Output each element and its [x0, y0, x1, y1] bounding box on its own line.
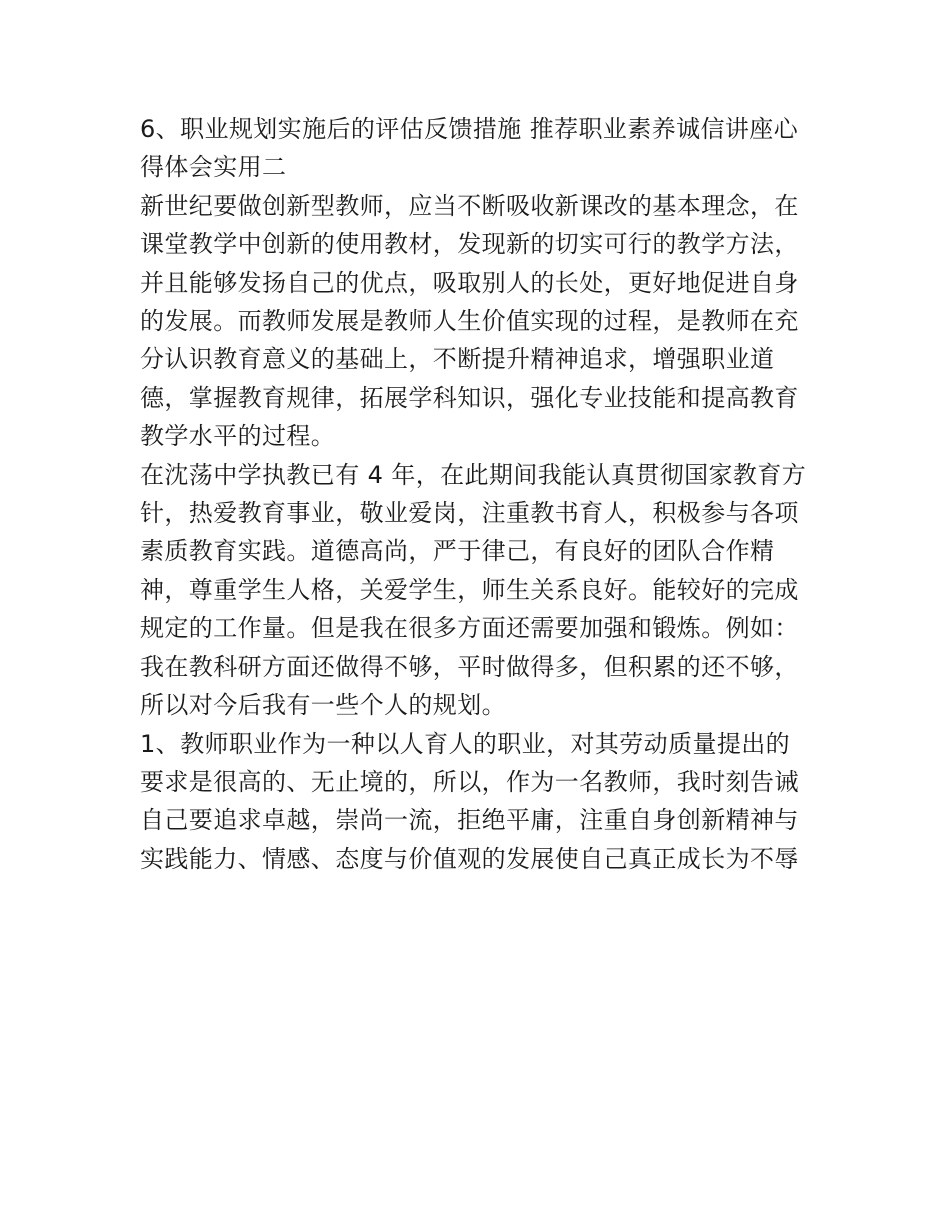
text-line: 新世纪要做创新型教师，应当不断吸收新课改的基本理念，在 [140, 191, 799, 220]
text-line: 规定的工作量。但是我在很多方面还需要加强和锻炼。例如： [140, 614, 799, 643]
text-line: 德，掌握教育规律，拓展学科知识，强化专业技能和提高教育 [140, 383, 799, 412]
paragraph-plan-1 [140, 725, 820, 879]
text-line: 在沈荡中学执教已有 4 年，在此期间我能认真贯彻国家教育方 [140, 460, 807, 489]
text-line: 要求是很高的、无止境的，所以，作为一名教师，我时刻告诫 [140, 767, 799, 796]
text-line: 1、教师职业作为一种以人育人的职业，对其劳动质量提出的 [140, 729, 791, 758]
text-line: 自己要追求卓越，崇尚一流，拒绝平庸，注重自身创新精神与 [140, 806, 799, 835]
text-line: 实践能力、情感、态度与价值观的发展使自己真正成长为不辱 [140, 844, 799, 873]
text-line: 课堂教学中创新的使用教材，发现新的切实可行的教学方法， [140, 230, 799, 259]
text-line: 6、职业规划实施后的评估反馈措施 推荐职业素养诚信讲座心 [140, 115, 799, 143]
text-line: 我在教科研方面还做得不够，平时做得多，但积累的还不够， [140, 652, 799, 681]
document-body [140, 110, 820, 878]
text-line: 所以对今后我有一些个人的规划。 [140, 691, 506, 720]
text-line: 素质教育实践。道德高尚，严于律己，有良好的团队合作精 [140, 537, 775, 566]
text-line: 神，尊重学生人格，关爱学生，师生关系良好。能较好的完成 [140, 575, 799, 604]
text-line: 教学水平的过程。 [140, 422, 336, 451]
text-line: 分认识教育意义的基础上，不断提升精神追求，增强职业道 [140, 345, 775, 374]
text-line: 的发展。而教师发展是教师人生价值实现的过程，是教师在充 [140, 307, 799, 336]
paragraph-heading [140, 110, 820, 187]
paragraph-experience [140, 456, 820, 725]
paragraph-intro [140, 187, 820, 456]
text-line: 得体会实用二 [140, 153, 287, 182]
text-line: 并且能够发扬自己的优点，吸取别人的长处，更好地促进自身 [140, 268, 799, 297]
text-line: 针，热爱教育事业，敬业爱岗，注重教书育人，积极参与各项 [140, 499, 799, 528]
